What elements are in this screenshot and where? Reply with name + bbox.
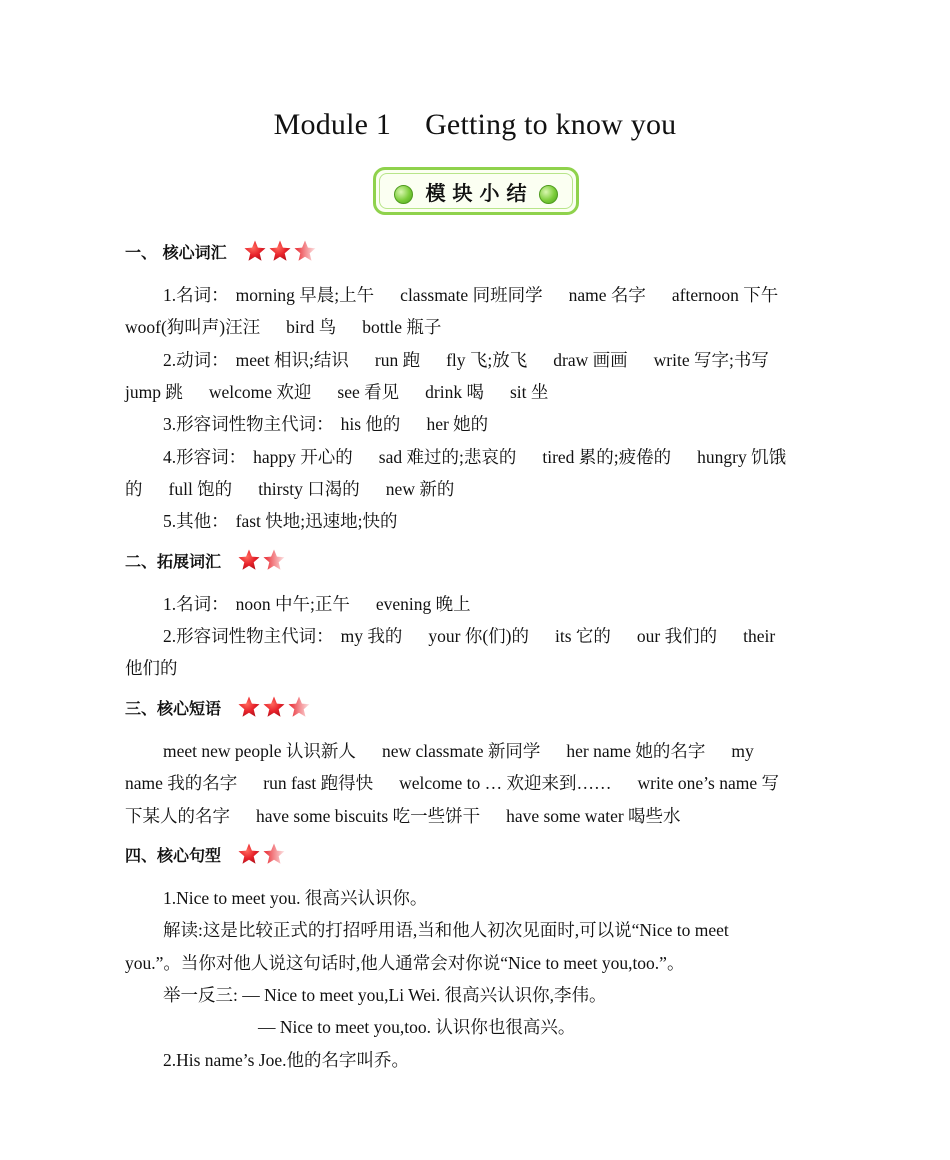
vocab-line: [163, 510, 398, 532]
section-heading-core-vocab: [125, 239, 318, 263]
term-item: welcome to … 欢迎来到……: [399, 773, 612, 793]
term-item: sad 难过的;悲哀的: [378, 447, 517, 467]
example-dialogue-line: 举一反三: — Nice to meet you,Li Wei. 很高兴认识你,李伟。: [163, 985, 607, 1005]
term-item: our 我们的: [636, 626, 718, 646]
term-item: thirsty 口渴的: [258, 479, 360, 499]
section-heading-extended-vocab: [125, 548, 287, 572]
term-item: drink 喝: [425, 382, 484, 402]
vocab-line: [163, 413, 488, 435]
green-dot-icon: [539, 185, 558, 204]
term-item: their: [743, 626, 776, 646]
vocab-line: [125, 316, 441, 338]
half-star-icon: [287, 695, 311, 719]
line-label: 3.形容词性物主代词：: [163, 414, 334, 434]
sentence-line: 2.His name’s Joe.他的名字叫乔。: [163, 1050, 409, 1070]
star-rating: [237, 548, 287, 572]
term-item: afternoon 下午: [671, 285, 779, 305]
term-item: your 你(们)的: [428, 626, 529, 646]
section-heading-core-sentences: [125, 842, 287, 866]
term-item: her 她的: [426, 414, 489, 434]
term-item: bird 鸟: [286, 317, 337, 337]
term-item: 下某人的名字: [125, 806, 230, 826]
module-number: Module 1: [273, 108, 392, 141]
line-label: 2.形容词性物主代词：: [163, 626, 334, 646]
module-name: Getting to know you: [425, 108, 677, 141]
line-label: 1.名词：: [163, 285, 229, 305]
phrase-line: [125, 772, 779, 794]
vocab-line: [163, 284, 778, 306]
line-label: 4.形容词：: [163, 447, 247, 467]
term-item: run fast 跑得快: [263, 773, 374, 793]
half-star-icon: [262, 548, 286, 572]
term-item: write 写字;书写: [653, 350, 769, 370]
vocab-line: [125, 381, 548, 403]
term-item: new classmate 新同学: [381, 741, 541, 761]
ext-line: [125, 657, 178, 679]
phrase-line: [163, 740, 754, 762]
term-item: name 名字: [568, 285, 646, 305]
term-item: sit 坐: [509, 382, 549, 402]
term-item: evening 晚上: [375, 594, 471, 614]
term-item: draw 画画: [553, 350, 628, 370]
section-heading-text: 三、核心短语: [125, 698, 222, 718]
section-heading-text: 一、 核心词汇: [125, 242, 227, 262]
vocab-line: [125, 478, 454, 500]
module-summary-badge: [373, 167, 579, 215]
star-icon: [237, 548, 261, 572]
ext-line: [163, 593, 471, 615]
line-label: 5.其他：: [163, 511, 229, 531]
term-item: have some water 喝些水: [506, 806, 681, 826]
star-icon: [243, 239, 267, 263]
term-item: name 我的名字: [125, 773, 238, 793]
term-item: my 我的: [340, 626, 403, 646]
term-item: meet 相识;结识: [235, 350, 349, 370]
term-item: write one’s name 写: [637, 773, 779, 793]
term-item: fast 快地;迅速地;快的: [235, 511, 398, 531]
star-rating: [237, 842, 287, 866]
term-item: full 饱的: [168, 479, 233, 499]
badge-label: 模块小结: [425, 180, 534, 205]
term-item: 的: [125, 479, 143, 499]
term-item: his 他的: [340, 414, 401, 434]
term-item: woof(狗叫声)汪汪: [125, 317, 261, 337]
page-title: [0, 108, 950, 142]
term-item: jump 跳: [125, 382, 183, 402]
phrase-line: [125, 805, 681, 827]
term-item: its 它的: [554, 626, 611, 646]
vocab-line: [163, 446, 786, 468]
term-item: hungry 饥饿: [697, 447, 787, 467]
term-item: bottle 瓶子: [362, 317, 442, 337]
term-item: meet new people 认识新人: [163, 741, 356, 761]
sentence-explanation: 解读:这是比较正式的打招呼用语,当和他人初次见面时,可以说“Nice to meet: [163, 920, 729, 940]
term-item: her name 她的名字: [566, 741, 706, 761]
term-item: morning 早晨;上午: [235, 285, 375, 305]
sentence-line: 1.Nice to meet you. 很高兴认识你。: [163, 888, 428, 908]
half-star-icon: [293, 239, 317, 263]
line-label: 1.名词：: [163, 594, 229, 614]
term-item: 他们的: [125, 658, 178, 678]
green-dot-icon: [394, 185, 413, 204]
term-item: classmate 同班同学: [400, 285, 543, 305]
half-star-icon: [262, 842, 286, 866]
term-item: have some biscuits 吃一些饼干: [256, 806, 481, 826]
line-label: 2.动词：: [163, 350, 229, 370]
star-icon: [262, 695, 286, 719]
term-item: noon 中午;正午: [235, 594, 350, 614]
star-rating: [237, 695, 312, 719]
term-item: fly 飞;放飞: [446, 350, 528, 370]
star-icon: [268, 239, 292, 263]
ext-line: [163, 625, 775, 647]
sentence-explanation: you.”。当你对他人说这句话时,他人通常会对你说“Nice to meet you,too.”。: [125, 953, 685, 973]
section-heading-core-phrases: [125, 695, 312, 719]
term-item: my: [731, 741, 754, 761]
term-item: tired 累的;疲倦的: [542, 447, 672, 467]
vocab-line: [163, 349, 769, 371]
section-heading-text: 四、核心句型: [125, 845, 222, 865]
section-heading-text: 二、拓展词汇: [125, 551, 222, 571]
example-dialogue-line: — Nice to meet you,too. 认识你也很高兴。: [258, 1017, 576, 1037]
star-rating: [243, 239, 318, 263]
term-item: run 跑: [374, 350, 421, 370]
term-item: welcome 欢迎: [208, 382, 312, 402]
star-icon: [237, 695, 261, 719]
term-item: happy 开心的: [253, 447, 353, 467]
term-item: new 新的: [385, 479, 455, 499]
star-icon: [237, 842, 261, 866]
term-item: see 看见: [337, 382, 400, 402]
